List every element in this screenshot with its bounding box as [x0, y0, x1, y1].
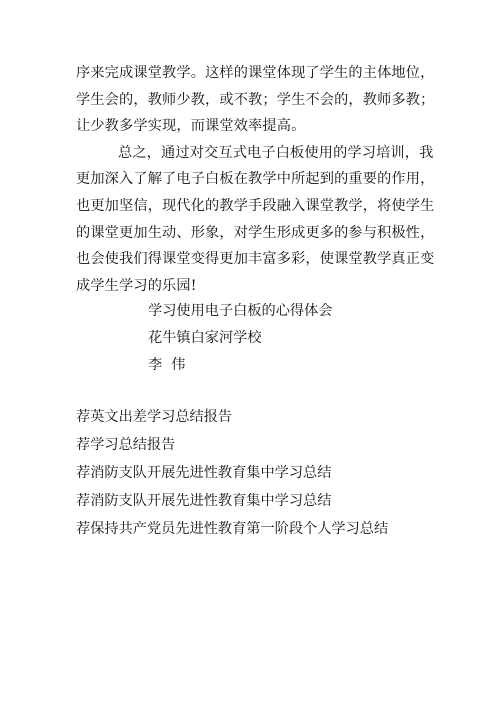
recommended-link[interactable]: 荐保持共产党员先进性教育第一阶段个人学习总结 [76, 521, 389, 537]
paragraph-line: 让少教多学实现，而课堂效率提高。 [76, 118, 306, 135]
recommended-link[interactable]: 荐消防支队开展先进性教育集中学习总结 [76, 465, 332, 481]
paragraph-line: 学生会的，教师少教，或不教；学生不会的，教师多教； [76, 91, 435, 108]
recommended-links [76, 403, 388, 543]
paragraph-1 [76, 60, 435, 140]
paragraph-2 [76, 140, 435, 300]
signature-author: 李 伟 [148, 357, 186, 373]
paragraph-line: 序来完成课堂教学。这样的课堂体现了学生的主体地位， [76, 65, 435, 81]
paragraph-line: 更加深入了解了电子白板在教学中所起到的重要的作用， [76, 171, 435, 188]
paragraph-line: 总之，通过对交互式电子白板使用的学习培训，我 [118, 144, 434, 161]
signature-school: 花牛镇白家河学校 [148, 330, 262, 346]
recommended-link[interactable]: 荐学习总结报告 [76, 437, 176, 453]
body-text [76, 60, 435, 299]
signature-title: 学习使用电子白板的心得体会 [148, 303, 333, 319]
recommended-link[interactable]: 荐消防支队开展先进性教育集中学习总结 [76, 493, 332, 509]
paragraph-line: 的课堂更加生动、形象，对学生形成更多的参与积极性， [76, 224, 435, 241]
paragraph-line: 也会使我们得课堂变得更加丰富多彩，使课堂教学真正变 [76, 251, 435, 268]
signature-block [148, 298, 332, 379]
recommended-link[interactable]: 荐英文出差学习总结报告 [76, 409, 233, 425]
paragraph-line: 也更加坚信，现代化的教学手段融入课堂教学，将使学生 [76, 197, 435, 214]
paragraph-line: 成学生学习的乐园! [76, 277, 197, 294]
